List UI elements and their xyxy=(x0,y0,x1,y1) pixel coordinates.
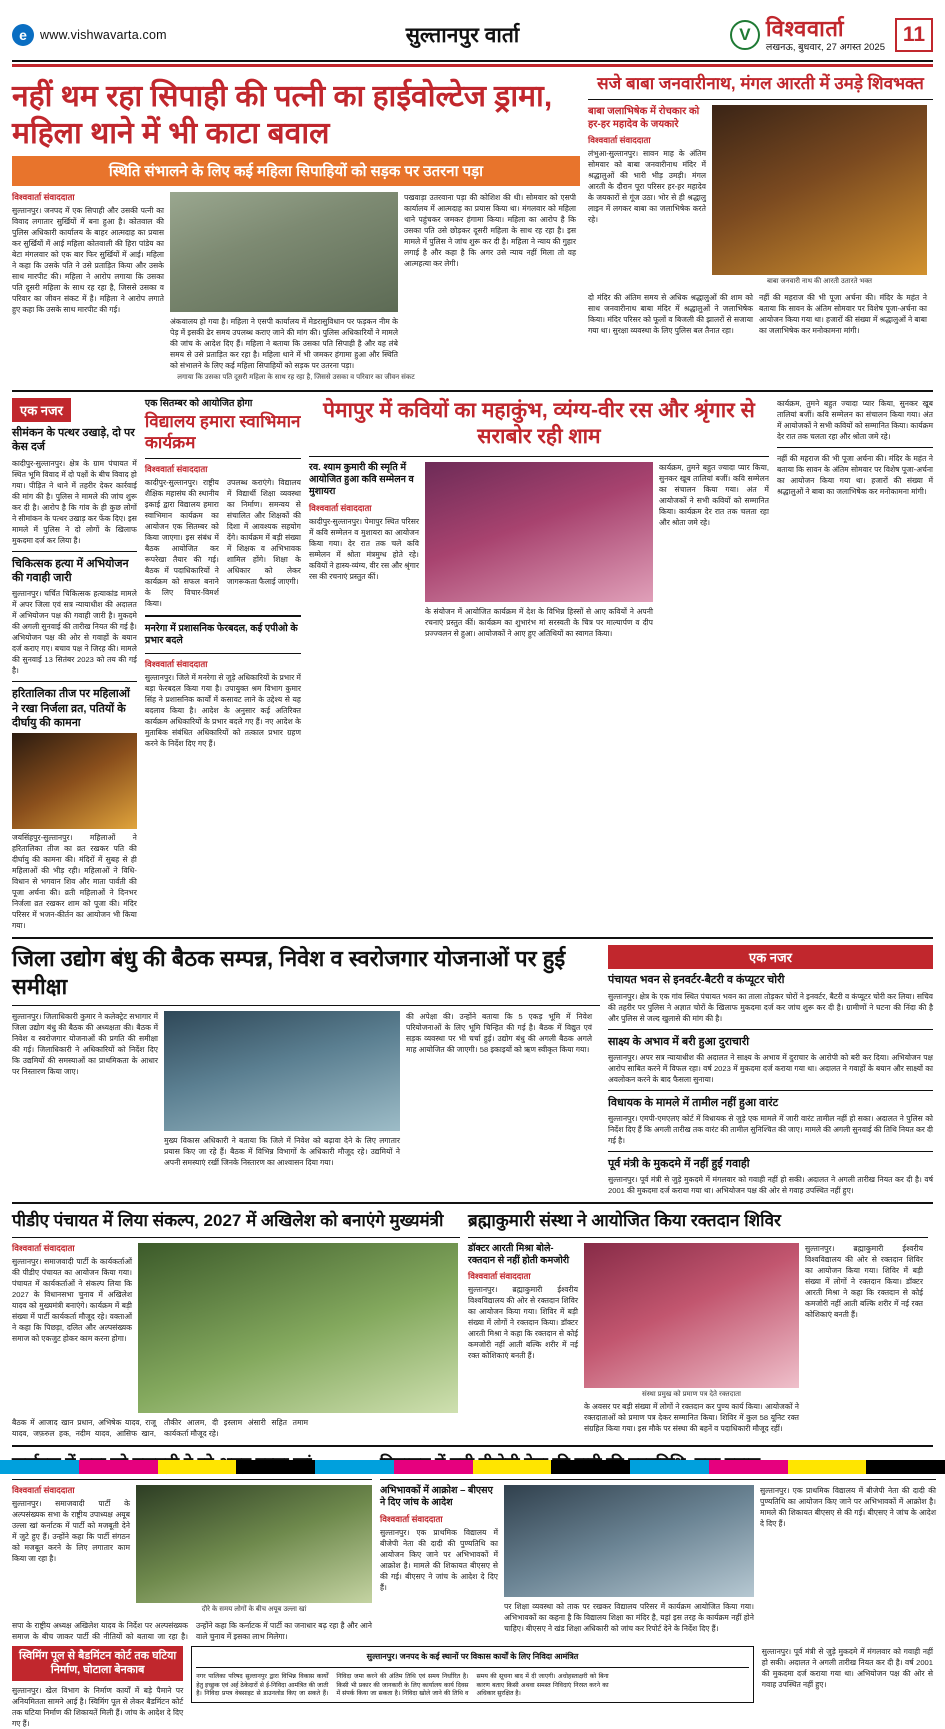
karnataka-photo xyxy=(136,1485,372,1603)
udyog-photo xyxy=(164,1011,400,1131)
teej-photo xyxy=(12,733,137,829)
epaper-logo-icon: e xyxy=(12,24,34,46)
masthead-rule xyxy=(12,64,933,67)
vidyalaya-byline: विश्ववार्ता संवाददाता xyxy=(380,1513,443,1524)
udyog-col3: की अपेक्षा की। उन्होंने बताया कि 5 एकड़ भूमि में निवेश परियोजनाओं के लिए भूमि चिन्हित की गई है। बैठक में विद्युत एवं सड़क व्यवस्था पर भी चर्चा हुई। उद्योग बंधु की अगली बैठक अगले माह आयोजित की जाएगी। 58 इकाइयों को ऋण स्वीकृत किया गया। xyxy=(406,1012,592,1055)
brahma-story xyxy=(468,1210,928,1438)
vidyalaya-story xyxy=(380,1453,936,1642)
kavi-byline: विश्ववार्ता संवाददाता xyxy=(308,502,372,513)
kavi-col1: कादीपुर-सुल्तानपुर। पेमापुर स्थित परिसर में कवि सम्मेलन व मुशायरा का आयोजन किया गया। देर रात तक चले कवि सम्मेलन में श्रोता मंत्रमुग्ध होते रहे। कवियों ने हास्य-व्यंग्य, वीर रस और श्रृंगार रस की रचनाएं प्रस्तुत कीं। xyxy=(308,516,419,581)
lead-byline: विश्ववार्ता संवाददाता xyxy=(12,192,75,203)
shiv-bullets: बाबा जलाभिषेक में रोचकार को हर-हर महादेव के जयकारे xyxy=(588,106,700,131)
pdi-byline: विश्ववार्ता संवाददाता xyxy=(12,1242,75,1253)
school-story xyxy=(145,398,301,931)
row-two xyxy=(12,398,933,931)
brand-name: विश्ववार्ता xyxy=(765,15,845,41)
row-three xyxy=(12,945,933,1196)
row-four xyxy=(12,1210,933,1438)
brahma-headline: ब्रह्माकुमारी संस्था ने आयोजित किया रक्तदान शिविर xyxy=(468,1211,781,1231)
brahma-sub: डॉक्टर आरती मिश्रा बोले- रक्तदान से नहीं होती कमजोरी xyxy=(468,1242,570,1267)
ek-nazar-item-head: विधायक के मामले में तामील नहीं हुआ वारंट xyxy=(608,1096,779,1109)
manrega-kicker: मनरेगा में प्रशासनिक फेरबदल, कई एपीओ के प्रभार बदले xyxy=(144,623,298,647)
shiv-headline: सजे बाबा जनवारीनाथ, मंगल आरती में उमड़े शिवभक्त xyxy=(597,74,924,93)
kavi-headline: पेमापुर में कवियों का महाकुंभ, व्यंग्य-वीर रस और श्रृंगार से सराबोर रही शाम xyxy=(323,399,755,449)
lead-photo xyxy=(170,192,398,312)
ek-nazar-item-body: सुल्तानपुर। पूर्व मंत्री से जुड़े मुकदमे में मंगलवार को गवाही नहीं हो सकी। अदालत ने अगली तारीख नियत कर दी है। वर्ष 2001 की मुकदमा दर्ज कराया गया था। अभियोजन पक्ष की ओर से गवाह उपस्थित नहीं हुए। xyxy=(608,1175,933,1196)
brahma-col3: सुल्तानपुर। ब्रह्माकुमारी ईश्वरीय विश्वविद्यालय की ओर से रक्तदान शिविर का आयोजन किया गया। शिविर में बड़ी संख्या में लोगों ने रक्तदान किया। डॉक्टर आरती मिश्रा ने कहा कि रक्तदान से कोई कमजोरी नहीं आती बल्कि शरीर में नई रक्त कोशिकाएं बनती हैं। xyxy=(805,1243,923,1319)
ek-nazar-item-body: सुल्तानपुर। एमपी-एमएलए कोर्ट में विधायक से जुड़े एक मामले में जारी वारंट तामील नहीं हो सका। अदालत ने पुलिस को निर्देश दिए हैं कि अगली तारीख तक वारंट की तामील सुनिश्चित की जाए। मामले की अगली सुनवाई की तिथि नियत कर दी गई है। xyxy=(608,1114,933,1146)
manrega-col1: सुल्तानपुर। जिले में मनरेगा से जुड़े अधिकारियों के प्रभार में बड़ा फेरबदल किया गया है। उपायुक्त श्रम विभाग कुमार सिंह ने प्रशासनिक कार्यों में कसावट लाने के उद्देश्य से यह बदलाव किया है। आदेश के अनुसार कई अतिरिक्त कार्यक्रम अधिकारियों के प्रभार बदले गए हैं। नए आदेश के मुताबिक संबंधित अधिकारियों को तत्काल प्रभार ग्रहण करने के निर्देश दिए गए हैं। xyxy=(144,672,301,748)
ek-nazar-item-head: पूर्व मंत्री के मुकदमे में नहीं हुई गवाही xyxy=(608,1158,750,1171)
lead-caption: लगाया कि उसका पति दूसरी महिला के साथ रह रहा है, जिससे उसका व परिवार का जीवन संकट xyxy=(177,374,415,382)
school-kicker: एक सितम्बर को आयोजित होगा xyxy=(144,398,253,410)
swim-headline: स्विमिंग पूल से बैडमिंटन कोर्ट तक घटिया निर्माण, घोटाला बेनकाब xyxy=(12,1646,183,1681)
shiv-col2: दो मंदिर की अंतिम समय से अधिक श्रद्धालुओं की शाम को साथ जनवारीनाथ बाबा मंदिर में श्रद्धालुओं ने जलाभिषेक किया। मंदिर परिसर को फूलों व बिजली की झालरों से सजाया गया था। सुरक्षा व्यवस्था के लिए पुलिस बल तैनात रहा। xyxy=(588,293,753,336)
lead-story xyxy=(12,73,580,384)
swim-story xyxy=(12,1646,183,1729)
lead-headline: नहीं थम रहा सिपाही की पत्नी का हाईवोल्टेज ड्रामा, महिला थाने में भी काटा बवाल xyxy=(12,80,553,150)
lead-col1: सुल्तानपुर। जनपद में एक सिपाही और उसकी पत्नी का विवाद लगातार सुर्खियों में बना हुआ है। कोतवाल की पुलिस अधिकारी कार्यालय के बाहर आत्मदाह का प्रयास कर सुर्खियों में आई महिला कोतवाली की हिरा पांडेय का बेटा मंगलवार को एक बार फिर सुर्खियों में आई। महिला ने कहा कि उसके पति ने उसे प्रताड़ित किया और उसके साथ मारपीट की। महिला ने आरोप लगाया कि उसका पति दूसरी महिला के साथ रह रहा है, जिससे उसका व परिवार का जीवन संकट में है। महिला ने आरोप लगाते हुए कहा कि उसके साथ मारपीट की गई। xyxy=(12,206,164,315)
lead-subhead: स्थिति संभालने के लिए कई महिला सिपाहियों को सड़क पर उतरना पड़ा xyxy=(12,156,580,186)
shiv-byline: विश्ववार्ता संवाददाता xyxy=(588,135,651,146)
kavi-col3: कार्यक्रम, तुमने बहुत ज्यादा प्यार किया, सुनकर खूब तालियां बजीं। कवि सम्मेलन का संचालन किया गया। अंत में आयोजकों ने सभी कवियों को सम्मानित किया। कार्यक्रम देर रात तक चलता रहा और श्रोता जमे रहे। xyxy=(658,462,769,527)
brahma-col1: सुल्तानपुर। ब्रह्माकुमारी ईश्वरीय विश्वविद्यालय की ओर से रक्तदान शिविर का आयोजन किया गया। शिविर में बड़ी संख्या में लोगों ने रक्तदान किया। डॉक्टर आरती मिश्रा ने कहा कि रक्तदान से कोई कमजोरी नहीं आती बल्कि शरीर में नई रक्त कोशिकाएं बनती हैं। xyxy=(468,1285,578,1361)
udyog-col1: सुल्तानपुर। जिलाधिकारी कुमार ने कलेक्ट्रेट सभागार में जिला उद्योग बंधु की बैठक की अध्यक्षता की। बैठक में निवेश व स्वरोजगार योजनाओं की प्रगति की समीक्षा की गई। जिलाधिकारी ने अधिकारियों को निर्देश दिए कि उद्यमियों की समस्याओं का प्राथमिकता के आधार पर निस्तारण किया जाए। xyxy=(12,1012,158,1077)
ek-nazar-right xyxy=(608,945,933,1196)
pdi-headline: पीडीए पंचायत में लिया संकल्प, 2027 में अखिलेश को बनाएंगे मुख्यमंत्री xyxy=(12,1211,444,1231)
masthead xyxy=(12,10,933,62)
pdi-story xyxy=(12,1210,460,1438)
udyog-col2: मुख्य विकास अधिकारी ने बताया कि जिले में निवेश को बढ़ावा देने के लिए लगातार प्रयास किए जा रहे हैं। बैठक में विभिन्न विभागों के अधिकारी मौजूद रहे। उद्यमियों ने अपनी समस्याएं रखीं जिनके निस्तारण का आश्वासन दिया गया। xyxy=(164,1136,400,1168)
bottom-right-body: सुल्तानपुर। पूर्व मंत्री से जुड़े मुकदमे में मंगलवार को गवाही नहीं हो सकी। अदालत ने अगली तारीख नियत कर दी है। वर्ष 2001 की मुकदमा दर्ज कराया गया था। अभियोजन पक्ष की ओर से गवाह उपस्थित नहीं हुए। xyxy=(761,1646,933,1689)
row-lead xyxy=(12,73,933,384)
ek-nazar-left xyxy=(12,398,137,931)
brand-logo-icon: V xyxy=(730,20,760,50)
kavi-photo xyxy=(425,462,653,602)
karnataka-caption: दौरे के समय लोगों के बीच अयूब उल्ला खां xyxy=(201,1605,307,1613)
karnataka-col1: सुल्तानपुर। समाजवादी पार्टी के अल्पसंख्यक सभा के राष्ट्रीय उपाध्यक्ष अयूब उल्ला खां कर्नाटक में पार्टी को मजबूती देने में जुटे हुए हैं। उन्होंने कहा कि पार्टी संगठन को मजबूत करने के लिए लगातार काम किया जा रहा है। xyxy=(12,1498,130,1563)
masthead-right xyxy=(613,15,933,53)
ek-nazar-item-head: हरितालिका तीज पर महिलाओं ने रखा निर्जला व्रत, पतियों के दीर्घायु की कामना xyxy=(12,688,130,729)
shiv-col1: लंभुआ-सुल्तानपुर। सावन माह के अंतिम सोमवार को बाबा जनवारीनाथ मंदिर में श्रद्धालुओं की भारी भीड़ उमड़ी। मंगल आरती के दौरान पूरा परिसर हर-हर महादेव के जयकारों से गूंज उठा। भोर से ही श्रद्धालु लाइन में लगकर बाबा का जलाभिषेक करते रहे। xyxy=(588,149,706,225)
ek-nazar-item-head: साक्ष्य के अभाव में बरी हुआ दुराचारी xyxy=(608,1035,750,1048)
right-extra-body: कार्यक्रम, तुमने बहुत ज्यादा प्यार किया, सुनकर खूब तालियां बजीं। कवि सम्मेलन का संचालन किया गया। अंत में आयोजकों ने सभी कवियों को सम्मानित किया। कार्यक्रम देर रात तक चलता रहा और श्रोता जमे रहे। xyxy=(776,399,934,442)
row-bottom xyxy=(12,1646,933,1729)
tender-title: सुल्तानपुर। जनपद के कई स्थानों पर विकास कार्यों के लिए निविदा आमंत्रित xyxy=(366,1651,579,1661)
shiv-photo xyxy=(712,105,927,275)
kavi-sub: रव. श्याम कुमारी की स्मृति में आयोजित हुआ कवि सम्मेलन व मुशायरा xyxy=(308,461,414,498)
ek-nazar-item-body: कादीपुर-सुल्तानपुर। क्षेत्र के ग्राम पंचायत में स्थित भूमि विवाद में दो पक्षों के बीच विवाद हो गया। पीड़ित ने थाने में तहरीर देकर कार्रवाई की मांग की है। पुलिस ने मामले की जांच शुरू कर दी है। आरोप है कि गांव के ही कुछ लोगों ने सीमांकन के पत्थर उखाड़ कर फेंक दिए। इस मामले में पुलिस ने दो लोगों के खिलाफ मुकदमा दर्ज कर लिया है। xyxy=(12,458,137,545)
ek-nazar-item-body: सुल्तानपुर। चर्चित चिकित्सक हत्याकांड मामले में अपर जिला एवं सत्र न्यायाधीश की अदालत में अभियोजन पक्ष की गवाही जारी है। मुकदमे की अगली सुनवाई की तारीख नियत की गई है। अभियोजन पक्ष की ओर से गवाहों के बयान दर्ज कराए गए। बचाव पक्ष ने जिरह की। मामले की सुनवाई 13 सितंबर 2023 को तय की गई है। xyxy=(12,589,137,676)
ek-nazar-item-head: पंचायत भवन से इनवर्टर-बैटरी व कंप्यूटर चोरी xyxy=(608,974,785,987)
lead-col2: अंकवालय हो गया है। महिला ने एसपी कार्यालय में मेडरासुविधान पर फड़कन नीम के पेड़ में इसकी ढेर समय उपलब्ध कराए जाने की मांग की। पुलिस अधिकारियों ने मामले की जांच के आदेश दिए हैं। महिला ने बताया कि उसका पति सिपाही है और वह लंबे समय से उसे प्रताड़ित कर रहा है। महिला थाने में भी जमकर हंगामा हुआ और स्थिति को संभालने के लिए कई महिला सिपाहियों को सड़क पर उतरना पड़ा। xyxy=(170,317,398,371)
school-byline: विश्ववार्ता संवाददाता xyxy=(144,464,208,475)
ek-nazar-left-title: एक नजर xyxy=(12,398,71,422)
kavi-story xyxy=(309,398,769,931)
page-number: 11 xyxy=(895,18,933,52)
right-extra-body-2: नहीं की महराज की भी पूजा अर्चना की। मंदिर के महंत ने बताया कि सावन के अंतिम सोमवार पर विशेष पूजा-अर्चना का आयोजन किया गया था। हजारों की संख्या में श्रद्धालुओं ने बाबा का जलाभिषेक कर मनोकामना मांगी। xyxy=(776,454,934,497)
brahma-photo xyxy=(584,1243,799,1388)
school-col1: कादीपुर-सुल्तानपुर। राष्ट्रीय शैक्षिक महासंघ की स्थानीय इकाई द्वारा विद्यालय हमारा स्वाभिमान कार्यक्रम का आयोजन एक सितम्बर को किया जाएगा। इस संबंध में बैठक आयोजित कर रूपरेखा तैयार की गई। बैठक में पदाधिकारियों ने कार्यक्रम को सफल बनाने के लिए विचार-विमर्श किया। xyxy=(144,478,219,609)
karnataka-col2: सपा के राष्ट्रीय अध्यक्ष अखिलेश यादव के निर्देश पर अल्पसंख्यक समाज के बीच जाकर पार्टी की नीतियों को बताया जा रहा है। उन्होंने कहा कि कर्नाटक में पार्टी का जनाधार बढ़ रहा है और आने वाले चुनाव में इसका लाभ मिलेगा। xyxy=(12,1620,372,1641)
edition-date: लखनऊ, बुधवार, 27 अगस्त 2025 xyxy=(765,41,885,53)
shiv-story xyxy=(588,73,933,384)
pdi-col1: सुल्तानपुर। समाजवादी पार्टी के कार्यकर्ताओं की पीडीए पंचायत का आयोजन किया गया। पंचायत में कार्यकर्ताओं ने संकल्प लिया कि 2027 के विधानसभा चुनाव में अखिलेश यादव को मुख्यमंत्री बनाएंगे। कार्यक्रम में बड़ी संख्या में पार्टी कार्यकर्ता मौजूद रहे। वक्ताओं ने कहा कि पिछड़ा, दलित और अल्पसंख्यक समाज को एकजुट होकर काम करना होगा। xyxy=(12,1256,132,1343)
ek-nazar-item-body: जयसिंहपुर-सुल्तानपुर। महिलाओं ने हरितालिका तीज का व्रत रखकर पति की दीर्घायु की कामना की। मंदिरों में सुबह से ही महिलाओं की भीड़ रही। महिलाओं ने विधि-विधान से भगवान शिव और माता पार्वती की पूजा अर्चना की। व्रती महिलाओं ने दिनभर निर्जला व्रत रखकर शाम को पूजा की। मंदिर परिसर में भजन-कीर्तन का आयोजन भी किया गया। xyxy=(12,833,137,931)
ek-nazar-item-head: सीमंकन के पत्थर उखाड़े, दो पर केस दर्ज xyxy=(12,427,135,454)
vidyalaya-sub: अभिभावकों में आक्रोश – बीएसए ने दिए जांच के आदेश xyxy=(380,1484,493,1509)
masthead-left xyxy=(12,24,312,46)
ek-nazar-item-head: चिकित्सक हत्या में अभियोजन की गवाही जारी xyxy=(12,557,129,585)
brahma-col2: के अवसर पर बड़ी संख्या में लोगों ने रक्तदान कर पुण्य कार्य किया। आयोजकों ने रक्तदाताओं को प्रमाण पत्र देकर सम्मानित किया। शिविर में कुल 58 यूनिट रक्त संग्रहित किया गया। इस मौके पर संस्था की बहनें व पदाधिकारी मौजूद रहीं। xyxy=(584,1401,799,1433)
vidyalaya-photo xyxy=(504,1485,754,1597)
shiv-col3: नहीं की महराज की भी पूजा अर्चना की। मंदिर के महंत ने बताया कि सावन के अंतिम सोमवार पर विशेष पूजा-अर्चना का आयोजन किया गया था। हजारों की संख्या में श्रद्धालुओं ने बाबा का जलाभिषेक कर मनोकामना मांगी। xyxy=(759,293,927,336)
brahma-byline: विश्ववार्ता संवाददाता xyxy=(468,1271,531,1282)
right-extra-text xyxy=(777,398,933,931)
brahma-caption: संस्था प्रमुख को प्रमाण पत्र देते रक्तदाता xyxy=(642,1390,741,1398)
kavi-col2: के संयोजन में आयोजित कार्यक्रम में देश के विभिन्न हिस्सों से आए कवियों ने अपनी रचनाएं प्रस्तुत कीं। कार्यक्रम का शुभारंभ मां सरस्वती के चित्र पर माल्यार्पण व दीप प्रज्ज्वलन से हुआ। आयोजकों ने आए हुए अतिथियों का स्वागत किया। xyxy=(424,606,653,638)
ek-nazar-right-title: एक नजर xyxy=(608,945,933,969)
swim-body: सुल्तानपुर। खेल विभाग के निर्माण कार्यों में बड़े पैमाने पर अनियमितता सामने आई है। स्विमिंग पूल से लेकर बैडमिंटन कोर्ट तक घटिया निर्माण की शिकायतें मिली हैं। जांच के आदेश दे दिए गए हैं। xyxy=(12,1685,184,1728)
vidyalaya-col1: सुल्तानपुर। एक प्राथमिक विद्यालय में बीजेपी नेता की दादी की पुण्यतिथि का आयोजन किए जाने पर अभिभावकों में आक्रोश है। मामले की शिकायत बीएसए से की गई। बीएसए ने जांच के आदेश दे दिए हैं। xyxy=(380,1527,498,1592)
vidyalaya-col2: पर शिक्षा व्यवस्था को ताक पर रखकर विद्यालय परिसर में कार्यक्रम आयोजित किया गया। अभिभावकों का कहना है कि विद्यालय शिक्षा का मंदिर है, यहां इस तरह के कार्यक्रम नहीं होने चाहिए। बीएसए ने खंड शिक्षा अधिकारी को जांच कर रिपोर्ट देने के निर्देश दिए हैं। xyxy=(504,1601,754,1633)
ek-nazar-item-body: सुल्तानपुर। अपर सत्र न्यायाधीश की अदालत ने साक्ष्य के अभाव में दुराचार के आरोपी को बरी कर दिया। अभियोजन पक्ष आरोप साबित करने में विफल रहा। वर्ष 2023 में मुकदमा दर्ज कराया गया था। अदालत ने गवाहों के बयान और साक्ष्यों का अवलोकन करने के बाद फैसला सुनाया। xyxy=(608,1052,933,1084)
vidyalaya-col3: सुल्तानपुर। एक प्राथमिक विद्यालय में बीजेपी नेता की दादी की पुण्यतिथि का आयोजन किए जाने पर अभिभावकों में आक्रोश है। मामले की शिकायत बीएसए से की गई। बीएसए ने जांच के आदेश दे दिए हैं। xyxy=(760,1485,936,1528)
school-headline: विद्यालय हमारा स्वाभिमान कार्यक्रम xyxy=(144,411,301,452)
school-col2: उपलब्ध कराएंगे। विद्यालय में विद्यार्थी शिक्षा व्यवस्था का निर्माण। समन्वय से संचालित और शिक्षकों की दिशा में आवश्यक सहयोग देंगे। कार्यक्रम में बड़ी संख्या में शिक्षक व अभिभावक शामिल होंगे। शिक्षा के अधिकार को लेकर जागरूकता फैलाई जाएगी। xyxy=(226,478,301,587)
edition-title: सुल्तानपुर वार्ता xyxy=(405,24,520,47)
lead-col3: पखवाड़ा उतरवाना पड़ा की कोशिश की थी। सोमवार को एसपी कार्यालय में आत्मदाह का प्रयास किया था। मंगलवार को महिला थाने पहुंचकर जमकर हंगामा किया। महिला का आरोप है कि उसका पति उसे छोड़कर दूसरी महिला के साथ रह रहा है। इस मामले में पुलिस ने जांच शुरू कर दी है। महिला ने न्याय की गुहार लगाई है और कहा है कि अगर उसे न्याय नहीं मिला तो वह आत्महत्या कर लेगी। xyxy=(404,193,576,269)
manrega-byline: विश्ववार्ता संवाददाता xyxy=(144,658,208,669)
udyog-headline: जिला उद्योग बंधु की बैठक सम्पन्न, निवेश व स्वरोजगार योजनाओं पर हुई समीक्षा xyxy=(12,946,566,999)
udyog-story xyxy=(12,945,600,1196)
shiv-caption: बाबा जनवारी नाथ की आरती उतारते भक्त xyxy=(766,278,873,286)
tender-ad xyxy=(191,1646,754,1729)
karnataka-story xyxy=(12,1453,372,1642)
pdi-photo xyxy=(138,1243,458,1413)
tender-body: नगर पालिका परिषद सुल्तानपुर द्वारा विभिन्न विकास कार्यों हेतु इच्छुक एवं अर्ह ठेकेदारों से ई-निविदा आमंत्रित की जाती है। निविदा प्रपत्र वेबसाइट से डाउनलोड किए जा सकते हैं। निविदा जमा करने की अंतिम तिथि एवं समय निर्धारित है। किसी भी प्रकार की जानकारी के लिए कार्यालय कार्य दिवस में संपर्क किया जा सकता है। निविदा खोले जाने की तिथि व समय की सूचना बाद में दी जाएगी। अधोहस्ताक्षरी को बिना कारण बताए किसी अथवा समस्त निविदाएं निरस्त करने का अधिकार सुरक्षित है। xyxy=(196,1673,609,1697)
brand xyxy=(730,15,885,53)
bottom-right-text xyxy=(762,1646,933,1729)
ek-nazar-item-body: सुल्तानपुर। क्षेत्र के एक गांव स्थित पंचायत भवन का ताला तोड़कर चोरों ने इनवर्टर, बैटरी व कंप्यूटर चोरी कर लिया। सचिव की तहरीर पर पुलिस ने अज्ञात चोरों के खिलाफ मुकदमा दर्ज कर जांच शुरू कर दी है। ग्रामीणों ने घटना की निंदा की है और पुलिस से जल्द खुलासे की मांग की है। xyxy=(608,991,933,1023)
website-url[interactable]: www.vishwavarta.com xyxy=(40,28,167,42)
color-registration-bar xyxy=(0,1460,945,1474)
pdi-caption: बैठक में आजाद खान प्रधान, अभिषेक यादव, राजू यादव, जफ़रुल हक, नदीम यादव, आसिफ खान, तौकीर आलम, दी इस्लाम अंसारी सहित तमाम कार्यकर्ता मौजूद रहे। xyxy=(12,1417,308,1438)
karnataka-byline: विश्ववार्ता संवाददाता xyxy=(12,1484,75,1495)
row-five xyxy=(12,1453,936,1642)
